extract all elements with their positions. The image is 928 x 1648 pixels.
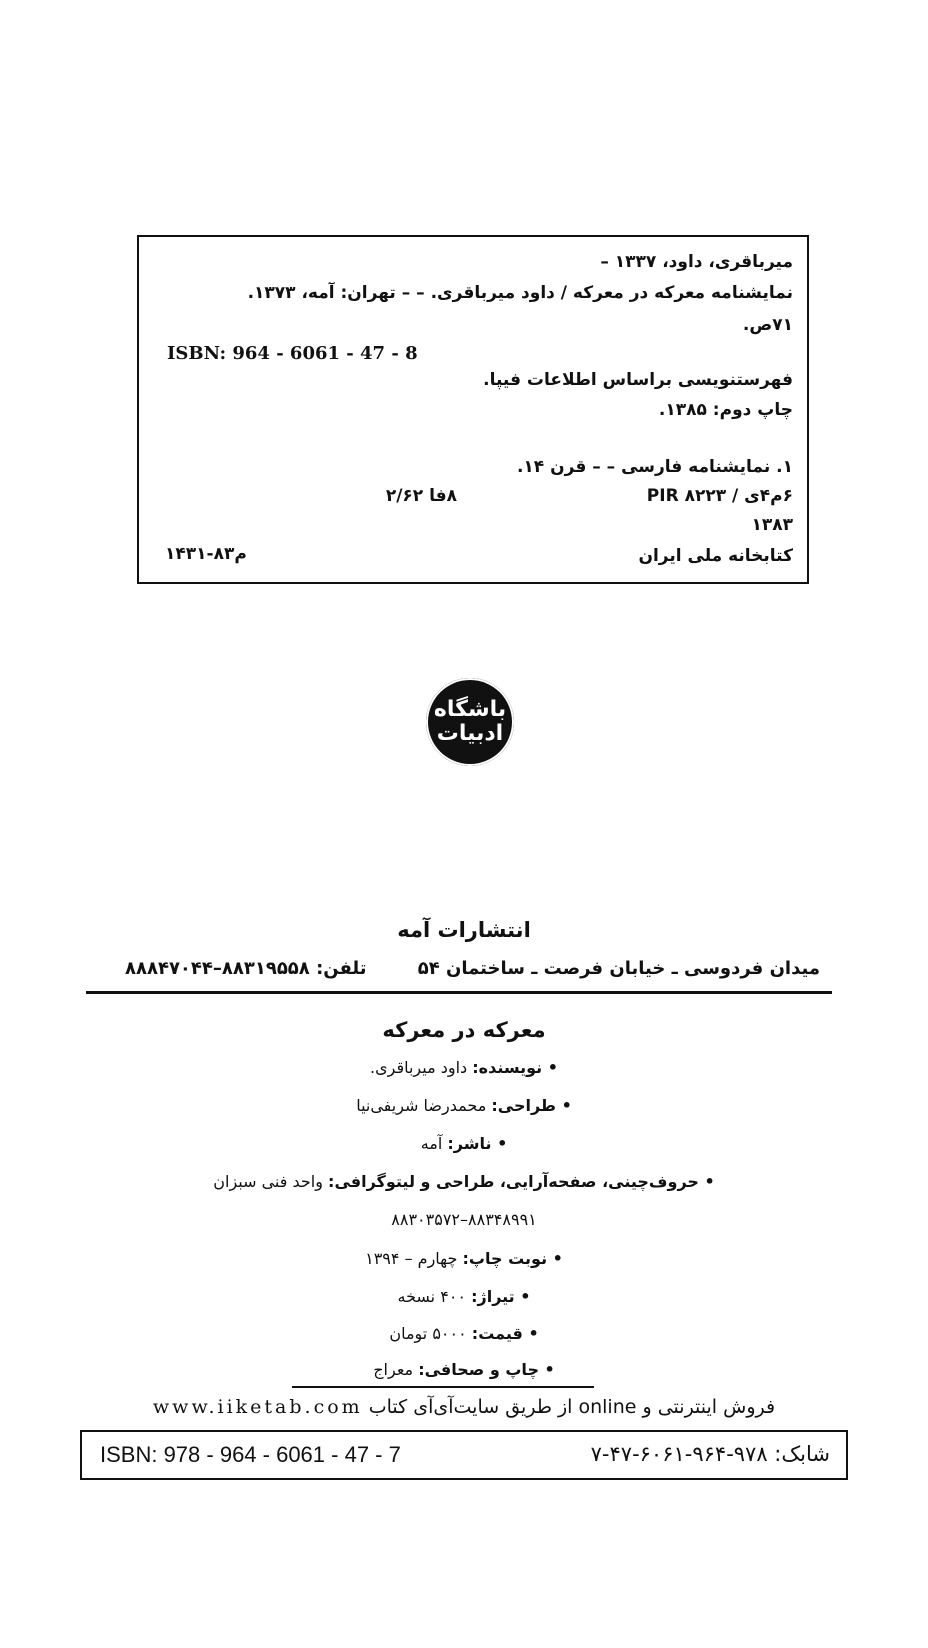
phone-label: تلفن: (316, 958, 367, 979)
cip-record-number: م۸۳-۱۴۳۱ (165, 544, 247, 564)
cip-author: میرباقری، داود، ۱۳۳۷ – (600, 252, 793, 272)
credit-designer: • طراحی: محمدرضا شریفی‌نیا (356, 1096, 572, 1115)
isbn-shabak: شابک: ۹۷۸-۹۶۴-۶۰۶۱-۴۷-۷ (590, 1442, 830, 1466)
cip-edition: چاپ دوم: ۱۳۸۵. (658, 400, 793, 420)
book-title: معرکه در معرکه (382, 1018, 546, 1042)
cip-title: نمایشنامه معرکه در معرکه / داود میرباقری. – – تهران: آمه، ۱۳۷۳. (247, 283, 793, 303)
online-sale-text: فروش اینترنتی و online از طریق سایت‌آی‌آی کتاب (368, 1396, 776, 1418)
credit-price: • قیمت: ۵۰۰۰ تومان (389, 1324, 539, 1343)
publisher-address: میدان فردوسی ـ خیابان فرصت ـ ساختمان ۵۴ (417, 958, 820, 979)
cataloging-box (137, 235, 809, 584)
cip-isbn: ISBN: 964 - 6061 - 47 - 8 (167, 343, 418, 364)
short-rule (292, 1386, 594, 1388)
credit-typesetting-phone: ۸۸۳۴۸۹۹۱–۸۸۳۰۳۵۷۲ (391, 1210, 537, 1229)
isbn-box (80, 1430, 848, 1480)
credit-printing: • چاپ و صحافی: معراج (373, 1360, 555, 1379)
publisher-logo (426, 678, 514, 766)
logo-line-1: باشگاه (433, 697, 507, 722)
credit-circulation: • تیراژ: ۴۰۰ نسخه (397, 1287, 531, 1306)
publisher-name: انتشارات آمه (397, 918, 531, 942)
divider-rule (86, 991, 832, 994)
phone-number: ۸۸۳۱۹۵۵۸–۸۸۸۴۷۰۴۴ (125, 958, 310, 979)
publisher-phone-row (125, 958, 367, 979)
credit-typesetting: • حروف‌چینی، صفحه‌آرایی، طراحی و لیتوگرافی: واحد فنی سبزان (213, 1172, 715, 1191)
logo-line-2: ادبیات (436, 721, 504, 746)
isbn-latin: ISBN: 978 - 964 - 6061 - 47 - 7 (100, 1442, 401, 1467)
cip-lc-class: ۶م۴ی / PIR ۸۲۲۳ (646, 486, 793, 506)
cip-subject: ۱. نمایشنامه فارسی – – قرن ۱۴. (516, 457, 793, 477)
credit-print-run: • نوبت چاپ: چهارم – ۱۳۹۴ (365, 1249, 563, 1268)
credit-author: • نویسنده: داود میرباقری. (370, 1058, 558, 1077)
cip-note: فهرستنویسی براساس اطلاعات فیپا. (483, 370, 793, 390)
cip-dewey: ۸فا ۲/۶۲ (385, 486, 457, 506)
website-link[interactable]: www.iiketab.com (152, 1396, 363, 1418)
credit-publisher: • ناشر: آمه (420, 1134, 508, 1153)
cip-pages: ۷۱ص. (742, 315, 793, 335)
cip-library: کتابخانه ملی ایران (638, 546, 793, 566)
online-sale-line (0, 1396, 928, 1418)
cip-year: ۱۳۸۳ (751, 515, 793, 535)
